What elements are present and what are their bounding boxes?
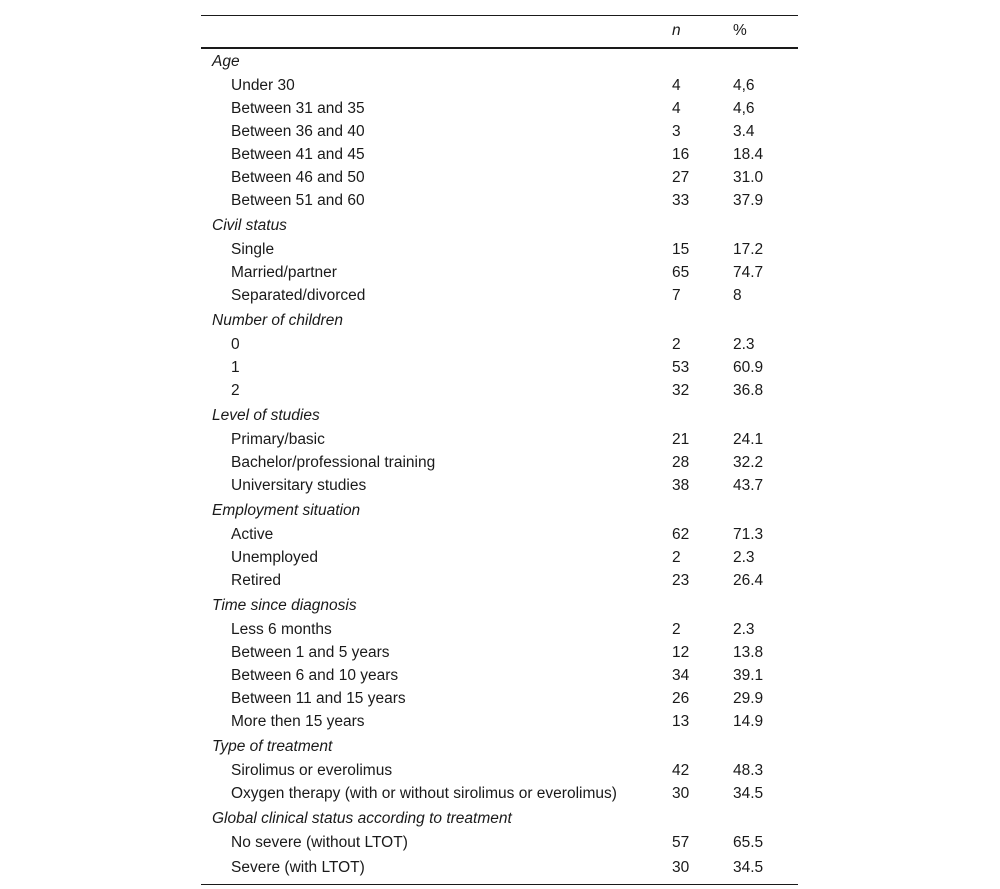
table-row xyxy=(201,524,798,547)
table-row xyxy=(201,262,798,285)
row-label: Under 30 xyxy=(231,77,295,94)
table-row xyxy=(201,429,798,452)
row-label: Between 51 and 60 xyxy=(231,192,365,209)
row-n-value: 33 xyxy=(672,192,690,209)
table-row xyxy=(201,334,798,357)
group-empty-percent xyxy=(733,498,798,524)
group-empty-percent xyxy=(733,734,798,760)
row-percent-value: 2.3 xyxy=(733,621,755,638)
row-label: Between 1 and 5 years xyxy=(231,644,390,661)
row-label: Bachelor/professional training xyxy=(231,454,436,471)
row-n-value: 23 xyxy=(672,572,690,589)
row-label: Unemployed xyxy=(231,549,319,566)
row-label: Between 36 and 40 xyxy=(231,123,365,140)
table-row xyxy=(201,357,798,380)
row-percent-value: 14.9 xyxy=(733,713,764,730)
group-title: Civil status xyxy=(212,217,287,234)
group-header-row xyxy=(201,806,798,832)
row-n-value: 42 xyxy=(672,762,690,779)
row-percent-value: 37.9 xyxy=(733,192,764,209)
row-percent-value: 17.2 xyxy=(733,241,764,258)
table-row xyxy=(201,783,798,806)
group-empty-n xyxy=(672,593,733,619)
group-empty-percent xyxy=(733,806,798,832)
row-percent-value: 18.4 xyxy=(733,146,764,163)
row-percent-value: 74.7 xyxy=(733,264,764,281)
table-row xyxy=(201,547,798,570)
row-label: 1 xyxy=(231,359,240,376)
row-label: Sirolimus or everolimus xyxy=(231,762,393,779)
row-label: More then 15 years xyxy=(231,713,365,730)
row-n-value: 38 xyxy=(672,477,690,494)
group-header-row xyxy=(201,734,798,760)
row-percent-value: 8 xyxy=(733,287,742,304)
row-label: Retired xyxy=(231,572,281,589)
group-empty-percent xyxy=(733,593,798,619)
row-label: Separated/divorced xyxy=(231,287,366,304)
row-n-value: 21 xyxy=(672,431,690,448)
table-row xyxy=(201,832,798,855)
row-label: Universitary studies xyxy=(231,477,367,494)
table-row xyxy=(201,75,798,98)
row-label: Between 46 and 50 xyxy=(231,169,365,186)
group-header-row xyxy=(201,48,798,75)
row-n-value: 2 xyxy=(672,549,681,566)
table-row xyxy=(201,239,798,262)
row-percent-value: 24.1 xyxy=(733,431,764,448)
table-row xyxy=(201,475,798,498)
row-n-value: 26 xyxy=(672,690,690,707)
row-label: 2 xyxy=(231,382,240,399)
table-row xyxy=(201,190,798,213)
group-header-row xyxy=(201,593,798,619)
table-body xyxy=(201,48,798,885)
row-n-value: 30 xyxy=(672,859,690,876)
row-label: Primary/basic xyxy=(231,431,325,448)
row-n-value: 15 xyxy=(672,241,690,258)
row-percent-value: 34.5 xyxy=(733,859,764,876)
row-percent-value: 29.9 xyxy=(733,690,764,707)
header-n: n xyxy=(672,22,681,40)
row-label: Less 6 months xyxy=(231,621,332,638)
table-row xyxy=(201,760,798,783)
row-n-value: 4 xyxy=(672,77,681,94)
row-n-value: 4 xyxy=(672,100,681,117)
row-percent-value: 60.9 xyxy=(733,359,764,376)
row-label: Active xyxy=(231,526,274,543)
group-empty-percent xyxy=(733,308,798,334)
table-row xyxy=(201,167,798,190)
table-row xyxy=(201,855,798,885)
group-empty-percent xyxy=(733,48,798,75)
header-percent: % xyxy=(733,22,747,40)
row-label: Between 41 and 45 xyxy=(231,146,365,163)
row-percent-value: 4,6 xyxy=(733,77,755,94)
row-percent-value: 48.3 xyxy=(733,762,764,779)
group-header-row xyxy=(201,213,798,239)
row-percent-value: 13.8 xyxy=(733,644,764,661)
row-label: Single xyxy=(231,241,275,258)
row-n-value: 7 xyxy=(672,287,681,304)
row-label: Between 6 and 10 years xyxy=(231,667,399,684)
group-title: Number of children xyxy=(212,312,343,329)
group-title: Time since diagnosis xyxy=(212,597,357,614)
row-n-value: 32 xyxy=(672,382,690,399)
row-n-value: 28 xyxy=(672,454,690,471)
table-row xyxy=(201,688,798,711)
row-label: Oxygen therapy (with or without sirolimus or everolimus) xyxy=(231,785,617,802)
row-percent-value: 39.1 xyxy=(733,667,764,684)
row-n-value: 65 xyxy=(672,264,690,281)
row-percent-value: 32.2 xyxy=(733,454,764,471)
row-n-value: 13 xyxy=(672,713,690,730)
table-row xyxy=(201,570,798,593)
row-label: Between 31 and 35 xyxy=(231,100,365,117)
row-label: Severe (with LTOT) xyxy=(231,859,365,876)
row-n-value: 3 xyxy=(672,123,681,140)
row-percent-value: 2.3 xyxy=(733,549,755,566)
table-row xyxy=(201,380,798,403)
group-title: Age xyxy=(212,53,240,70)
table-row xyxy=(201,619,798,642)
group-empty-percent xyxy=(733,403,798,429)
group-header-row xyxy=(201,308,798,334)
demographics-table-container xyxy=(201,15,798,885)
table-row xyxy=(201,98,798,121)
row-n-value: 30 xyxy=(672,785,690,802)
row-n-value: 34 xyxy=(672,667,690,684)
row-n-value: 53 xyxy=(672,359,690,376)
group-empty-n xyxy=(672,308,733,334)
table-row xyxy=(201,711,798,734)
table-row xyxy=(201,452,798,475)
group-title: Level of studies xyxy=(212,407,320,424)
row-n-value: 27 xyxy=(672,169,690,186)
row-percent-value: 65.5 xyxy=(733,834,764,851)
row-percent-value: 43.7 xyxy=(733,477,764,494)
table-row xyxy=(201,665,798,688)
group-title: Type of treatment xyxy=(212,738,333,755)
group-empty-n xyxy=(672,403,733,429)
table-header xyxy=(201,16,798,48)
group-empty-percent xyxy=(733,213,798,239)
group-empty-n xyxy=(672,498,733,524)
group-empty-n xyxy=(672,48,733,75)
row-percent-value: 34.5 xyxy=(733,785,764,802)
row-percent-value: 4,6 xyxy=(733,100,755,117)
row-n-value: 12 xyxy=(672,644,690,661)
group-header-row xyxy=(201,403,798,429)
table-row xyxy=(201,144,798,167)
group-header-row xyxy=(201,498,798,524)
row-percent-value: 31.0 xyxy=(733,169,764,186)
header-row xyxy=(201,16,798,48)
group-empty-n xyxy=(672,213,733,239)
row-n-value: 62 xyxy=(672,526,690,543)
row-percent-value: 36.8 xyxy=(733,382,764,399)
table-row xyxy=(201,121,798,144)
row-n-value: 57 xyxy=(672,834,690,851)
row-n-value: 2 xyxy=(672,336,681,353)
row-label: No severe (without LTOT) xyxy=(231,834,408,851)
table-row xyxy=(201,285,798,308)
group-empty-n xyxy=(672,806,733,832)
row-label: Between 11 and 15 years xyxy=(231,690,406,707)
group-empty-n xyxy=(672,734,733,760)
row-percent-value: 3.4 xyxy=(733,123,755,140)
row-percent-value: 71.3 xyxy=(733,526,764,543)
group-title: Employment situation xyxy=(212,502,361,519)
group-title: Global clinical status according to treatment xyxy=(212,810,512,827)
table-row xyxy=(201,642,798,665)
row-label: 0 xyxy=(231,336,240,353)
row-n-value: 16 xyxy=(672,146,690,163)
row-percent-value: 26.4 xyxy=(733,572,764,589)
row-label: Married/partner xyxy=(231,264,337,281)
row-percent-value: 2.3 xyxy=(733,336,755,353)
header-label xyxy=(201,16,672,48)
row-n-value: 2 xyxy=(672,621,681,638)
demographics-table xyxy=(201,15,798,885)
